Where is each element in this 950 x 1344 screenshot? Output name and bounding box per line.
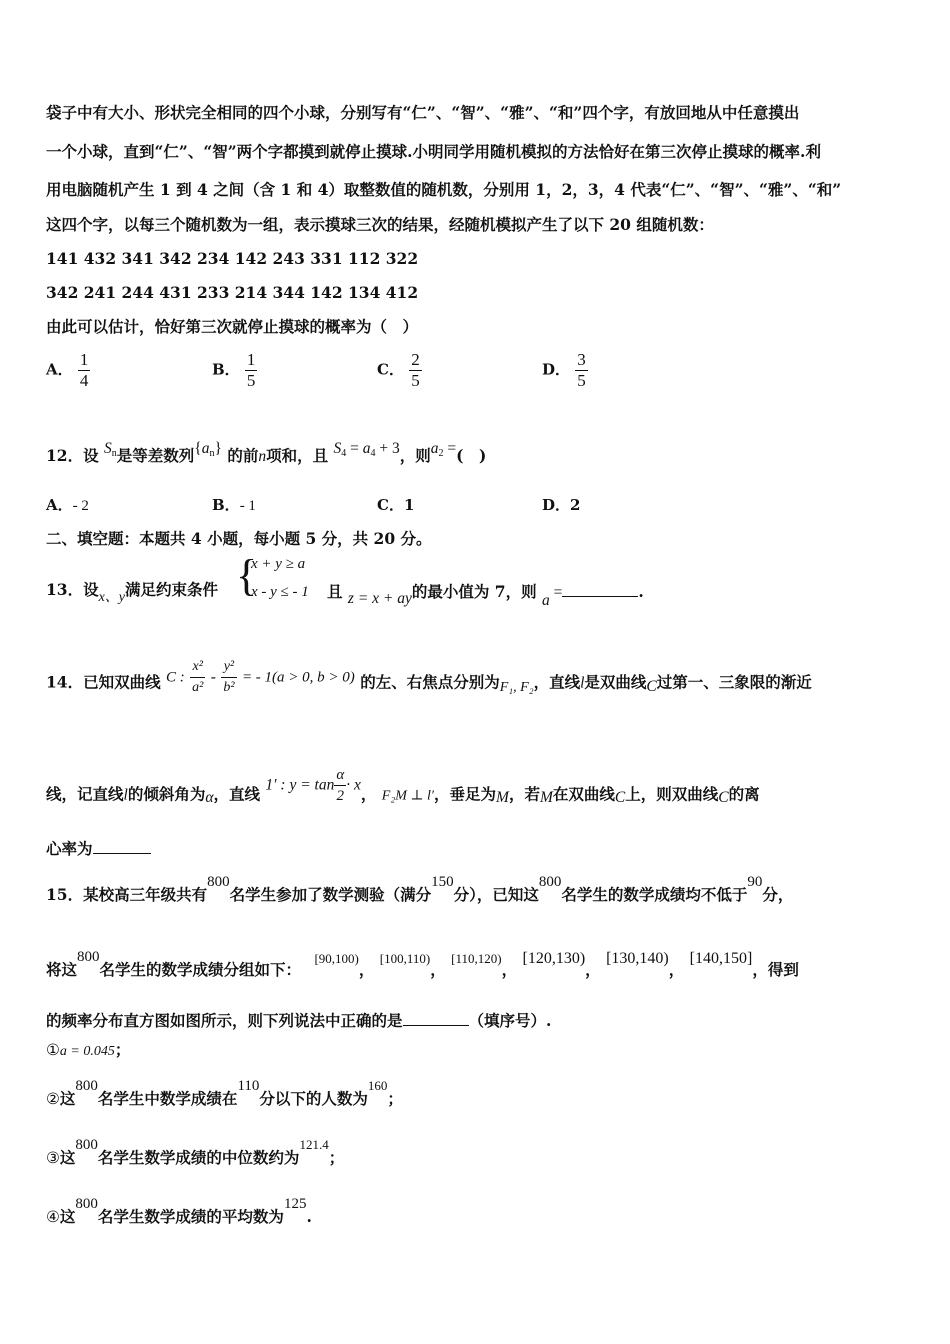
q12-option-c[interactable]: C．1 bbox=[377, 496, 415, 514]
q12-stem: 12．设 $S_n$是等差数列$\{a_n\}$ 的前n项和，且 $S_4 = a_4 + 3$，则$a_2$ =( ) bbox=[46, 440, 487, 465]
q13-stem-2: 且 z = x + ay的最小值为 7，则 a = . bbox=[327, 582, 644, 609]
q11-random-numbers-1: 141 432 341 342 234 142 243 331 112 322 bbox=[46, 249, 419, 268]
option-label: D． bbox=[542, 360, 571, 379]
q11-random-numbers-2: 342 241 244 431 233 214 344 142 134 412 bbox=[46, 283, 419, 302]
option-label: A． bbox=[46, 360, 73, 379]
constraint-brace: { bbox=[236, 551, 258, 600]
option-fraction: $\frac{2}{5}$ bbox=[411, 350, 420, 390]
q13-stem: 13．设x、y满足约束条件 bbox=[46, 580, 219, 605]
q14-stem-line-2: 线，记直线l的倾斜角为α，直线 1′ : y = tan $\frac{\alpha}{2}$ · x， F₂M ⊥ l′，垂足为M，若M在双曲线C上，则双曲线C的离 bbox=[46, 767, 760, 806]
q14-stem-line-3: 心率为 bbox=[46, 837, 151, 859]
q11-option-d[interactable] bbox=[542, 350, 588, 391]
q15-statement-4: ④这800名学生数学成绩的平均数为125. bbox=[46, 1196, 312, 1226]
q14-stem-line-1: 14．已知双曲线 C : $\frac{\text{x²}}{\text{a²}}$ - $\frac{\text{y²}}{\text{b²}}$ = - 1(a > 0, b > 0) 的左、右焦点分别为F₁, F₂，直线l是双曲线C过第一、三象限的渐近 bbox=[46, 663, 812, 704]
q15-stem-line-1: 15．某校高三年级共有800名学生参加了数学测验（满分150分），已知这800名学生的数学成绩均不低于90分， bbox=[46, 874, 794, 904]
q15-answer-blank[interactable] bbox=[403, 1009, 469, 1026]
q15-statement-3: ③这800名学生数学成绩的中位数约为$^{121.4}$； bbox=[46, 1137, 345, 1167]
q12-option-a[interactable]: A．- 2 bbox=[46, 496, 89, 514]
q12-option-d[interactable]: D．2 bbox=[542, 496, 581, 514]
q15-stem-line-3: 的频率分布直方图如图所示，则下列说法中正确的是 （填序号）. bbox=[46, 1011, 552, 1030]
option-label: B． bbox=[212, 360, 240, 379]
option-fraction: $\frac{1}{4}$ bbox=[79, 350, 89, 390]
option-label: C． bbox=[377, 360, 404, 379]
q12-option-b[interactable]: B．- 1 bbox=[212, 496, 256, 514]
option-fraction: $\frac{1}{5}$ bbox=[246, 350, 256, 390]
q13-constraint-2: x - y ≤ - 1 bbox=[251, 584, 309, 600]
q15-stem-line-2: 将这800名学生的数学成绩分组如下： $^{[90,100)}$， $^{[100,110)}$， $^{[110,120)}$， [120,130)， [130,140)， [140,150]，得到 bbox=[46, 949, 799, 979]
q15-statement-2: ②这800名学生中数学成绩在110分以下的人数为$^{160}$； bbox=[46, 1078, 403, 1108]
q13-answer-blank[interactable] bbox=[562, 580, 638, 597]
q11-question: 由此可以估计，恰好第三次就停止摸球的概率为（ ） bbox=[46, 317, 419, 336]
q11-option-c[interactable] bbox=[377, 350, 422, 391]
q14-answer-blank[interactable] bbox=[93, 837, 151, 854]
q11-line-2: 一个小球，直到“仁”、“智”两个字都摸到就停止摸球.小明同学用随机模拟的方法恰好在第三次停止摸球的概率.利 bbox=[46, 142, 821, 161]
q11-line-4: 这四个字，以每三个随机数为一组，表示摸球三次的结果，经随机模拟产生了以下 20 组随机数： bbox=[46, 215, 714, 234]
q11-option-a[interactable] bbox=[46, 350, 90, 391]
q11-line-3: 用电脑随机产生 1 到 4 之间（含 1 和 4）取整数值的随机数，分别用 1，2，3，4 代表“仁”、“智”、“雅”、“和” bbox=[46, 180, 842, 199]
q15-statement-1: ①a = 0.045； bbox=[46, 1040, 131, 1059]
q11-option-b[interactable] bbox=[212, 350, 257, 391]
option-fraction: $\frac{3}{5}$ bbox=[577, 350, 586, 390]
q13-constraint-1: x + y ≥ a bbox=[251, 556, 306, 572]
q11-line-1: 袋子中有大小、形状完全相同的四个小球，分别写有“仁”、“智”、“雅”、“和”四个字，有放回地从中任意摸出 bbox=[46, 103, 800, 122]
section-2-heading: 二、填空题：本题共 4 小题，每小题 5 分，共 20 分。 bbox=[46, 529, 432, 548]
q14-hyperbola-equation: C : $\frac{\text{x²}}{\text{a²}}$ - $\frac{\text{y²}}{\text{b²}}$ = - 1(a > 0, b > 0) bbox=[165, 659, 355, 695]
